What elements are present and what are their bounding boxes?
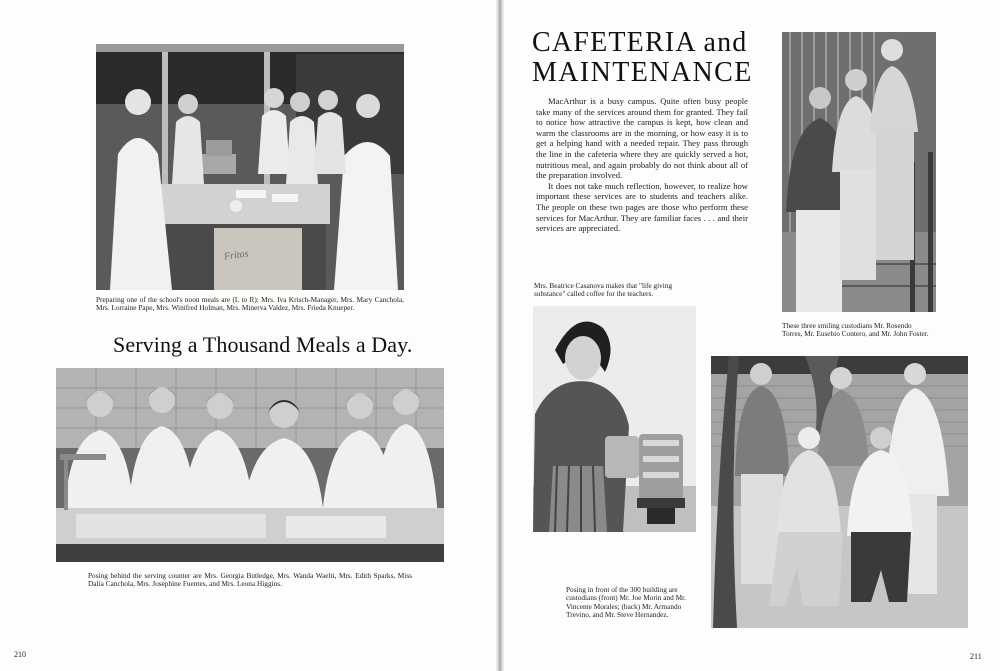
custodians-trio-photo bbox=[782, 32, 936, 312]
coffee-scene-graphic bbox=[533, 306, 696, 532]
body-paragraph-1: MacArthur is a busy campus. Quite often busy people take many of the services around them for granted. They fail to notice how attractive the campus is kept, how clean and warm the classrooms are in the morning, or how easy it is to get a helping hand with a needed repair. They pass through the line in the cafeteria where they are quickly served a hot, nutritious meal, and again probably do not think about all of the preparation involved. bbox=[536, 96, 748, 181]
section-title bbox=[532, 28, 772, 88]
body-paragraph-2: It does not take much reflection, however, to realize how important these services are to students and teachers alike. The people on these two pages are those who perform these services for MacArthur. They are familiar faces . . . and their services are appreciated. bbox=[536, 180, 748, 234]
serving-photo-caption: Posing behind the serving counter are Mrs. Georgia Butledge, Mrs. Wanda Waelti, Mrs. Edith Sparks, Miss Dalia Canchola, Mrs. Josephine Fuentes, and Mrs. Leona Higgins. bbox=[88, 571, 412, 589]
kitchen-photo-caption: Preparing one of the school's noon meals are (L to R): Mrs. Iva Krisch-Manager, Mrs. Mary Canchola, Mrs. Lorraine Pape, Mrs. Winifred Holman, Mrs. Minerva Valdez, Mrs. Frieda Knueper. bbox=[96, 295, 404, 313]
coffee-caption: Mrs. Beatrice Casanova makes that "life giving substance" called coffee for the teachers. bbox=[534, 281, 673, 299]
building-300-graphic bbox=[711, 356, 968, 628]
page-gutter bbox=[496, 0, 504, 671]
building-300-photo bbox=[711, 356, 968, 628]
custodians-trio-caption: These three smiling custodians Mr. Rosendo Torres, Mr. Eusebio Contero, and Mr. John Foster. bbox=[782, 321, 929, 339]
serving-headline: Serving a Thousand Meals a Day. bbox=[113, 332, 413, 357]
left-page-number: 210 bbox=[14, 650, 26, 659]
section-body-text bbox=[536, 96, 748, 234]
title-line-2: MAINTENANCE bbox=[532, 57, 753, 88]
coffee-photo bbox=[533, 306, 696, 532]
right-page-number: 211 bbox=[970, 652, 982, 661]
custodians-trio-graphic bbox=[782, 32, 936, 312]
serving-counter-graphic bbox=[56, 368, 444, 562]
fritos-box-label: Fritos bbox=[223, 248, 250, 263]
kitchen-scene-graphic bbox=[96, 44, 404, 290]
building-300-caption: Posing in front of the 300 building are custodians (front) Mr. Joe Morin and Mr. Vincente Morales; (back) Mr. Armando Trevino, and Mr. Steve Hernandez. bbox=[566, 585, 686, 620]
serving-counter-photo bbox=[56, 368, 444, 562]
title-line-1: CAFETERIA and bbox=[532, 27, 748, 58]
kitchen-staff-photo bbox=[96, 44, 404, 290]
